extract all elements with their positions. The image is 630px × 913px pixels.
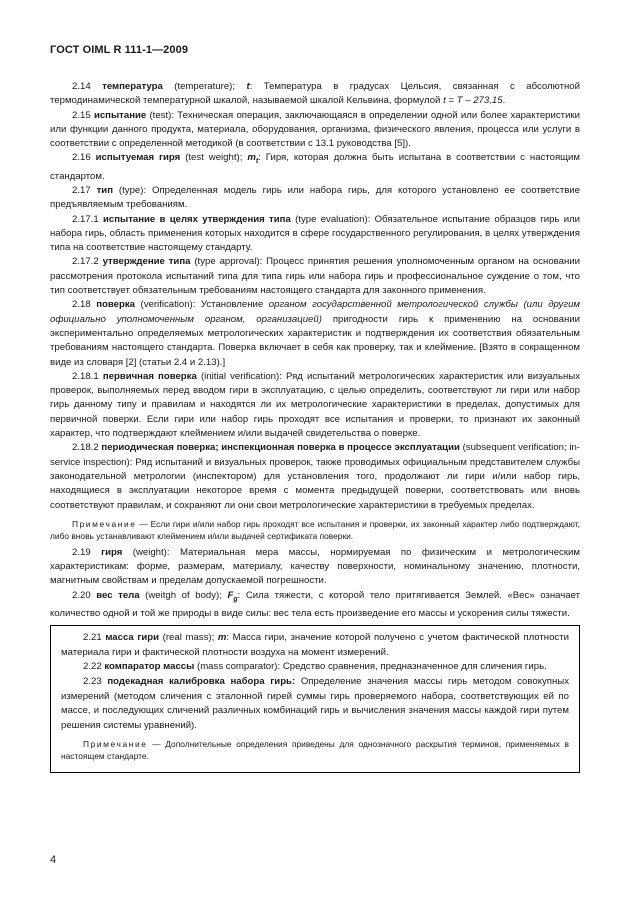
term: поверка: [96, 299, 135, 311]
national-additions-box: [50, 625, 580, 773]
definition-2-17-2: 2.17.2 утверждение типа (type approval): Процесс принятия решения уполномоченным органом на основании рассмотрения протокола испытаний типа для типа гирь или набора гирь и профессиональное суждение о том, что тип соответствует обязательным требованиям настоящего стандарта для законного применения.: [50, 256, 581, 297]
formula: t = T – 273,15: [443, 95, 503, 107]
term: периодическая поверка; инспекционная поверка в процессе эксплуатации: [101, 442, 460, 454]
definition-2-17-1: 2.17.1 испытание в целях утверждения типа (type evaluation): Обязательное испытание образцов гирь или набора гирь, область применения которых находится в сфере государственного регулирования, в целях утверждения типа на соответствие настоящему стандарту.: [50, 213, 581, 254]
page-number: 4: [50, 854, 57, 866]
definition-2-22: 2.22 компаратор массы (mass comparator): Средство сравнения, предназначенное для сличения гирь.: [83, 661, 547, 673]
note-2-18-2: Примечание — Если гири и/или набор гирь проходят все испытания и проверки, их законный характер либо подтверждают, либо вновь устанавливают клеймением и/или выдачей сертификата поверки.: [50, 518, 580, 541]
term: компаратор массы: [104, 661, 195, 673]
definition-2-17: 2.17 тип (type): Определенная модель гирь или набора гирь, для которого установлено ее соответствие предъявляемым требованиям.: [50, 184, 580, 211]
definition-2-19: 2.19 гиря (weight): Материальная мера массы, нормируемая по физическим и метрологическим характеристикам: форме, размерам, материалу, качеству поверхности, номинальному значению, плотности, магнитным свойствам и пределам допускаемой погрешности.: [50, 546, 580, 587]
note-additions: Примечание — Дополнительные определения приведены для однозначного раскрытия терминов, применяемых в настоящем стандарте.: [61, 739, 569, 762]
definition-2-16: 2.16 испытуемая гиря (test weight); $m_t$: Гиря, которая должна быть испытана в соответствии с настоящим стандартом.: [50, 152, 580, 182]
term: первичная поверка: [102, 370, 197, 382]
term: утверждение типа: [102, 256, 191, 268]
document-body: [50, 80, 580, 773]
definition-2-20: 2.20 вес тела (weitgh of body); $F_g$: Сила тяжести, с которой тело притягивается Землей. «Вес» означает количество одной и той же природы в виде силы: вес тела есть произведение его массы и ускорения силы тяжести.: [50, 589, 580, 619]
term: подекадная калибровка набора гирь:: [107, 675, 296, 687]
definition-2-18-1: 2.18.1 первичная поверка (initial verification): Ряд испытаний метрологических характеристик или визуальных проверок, выполняемых перед вводом гири в эксплуатацию, с целью определить, соответствуют ли гири или набор гирь данному типу и правилам и находятся ли их метрологические характеристики в пределах, допустимых для первичной поверки. Если гири или набор гирь проходят все испытания и проверки, то признают их законный характер, что подтверждают клеймением и/или выдачей свидетельства о поверке.: [50, 370, 580, 440]
definition-2-14: 2.14 температура (temperature); t: Температура в градусах Цельсия, связанная с абсолютной термодинамической температурной шкалой, называемой шкалой Кельвина, формулой t = T – 273,15.: [50, 81, 580, 107]
term: вес тела: [96, 589, 140, 601]
definition-2-23: 2.23 подекадная калибровка набора гирь: Определение значения массы гирь методом совокупных измерений (методом сличения с эталонной гирей суммы гирь проверяемого набора, соответствующих ей по массе, и последующих сличений различных комбинаций гирь и вычисления значения массы каждой гири путем решения системы уравнений).: [61, 675, 569, 731]
page-header: ГОСТ OIML R 111-1—2009: [50, 44, 189, 56]
definition-2-18: 2.18 поверка (verification): Установление органом государственной метрологической службы (или другим официально уполномоченным органом, организацией) пригодности гирь к применению на основании экспериментально определяемых метрологических характеристик и подтверждения их соответствия обязательным требованиям настоящего стандарта. Поверка включает в себя как проверку, так и клеймение. [Взято в сокращенном виде из словаря [2] (статьи 2.4 и 2.13).]: [50, 299, 580, 368]
definition-2-21: 2.21 масса гири (real mass); m: Масса гири, значение которой получено с учетом фактической плотности материала гири и фактической плотности воздуха на момент измерений.: [61, 632, 569, 658]
term: испытание: [93, 109, 147, 121]
definition-2-15: 2.15 испытание (test): Техническая операция, заключающаяся в определении одной или более характеристики или функции данного продукта, материала, оборудования, организма, физического явления, процесса или услуги в соответствии с определенной методикой (в соответствии с 13.1 руководства [5]).: [50, 109, 580, 150]
term: температура: [102, 81, 163, 92]
term: испытуемая гиря: [95, 152, 181, 164]
definition-2-18-2: 2.18.2 периодическая поверка; инспекционная поверка в процессе эксплуатации (subsequent verification; in-service inspection): Ряд испытаний и визуальных проверок, также проводимых официальным представителем службы законодательной метрологии (инспектором) для установления того, продолжают ли гири и/или набор гирь, находящиеся в эксплуатации некоторое время с момента предыдущей поверки, соответствовать или вновь соответствуют правилам, и сохраняют ли они свои метрологические характеристики в требуемых пределах.: [50, 442, 580, 511]
term: испытание в целях утверждения типа: [102, 213, 291, 225]
term: масса гири: [105, 632, 160, 644]
term: тип: [96, 184, 114, 196]
term: гиря: [101, 546, 123, 558]
